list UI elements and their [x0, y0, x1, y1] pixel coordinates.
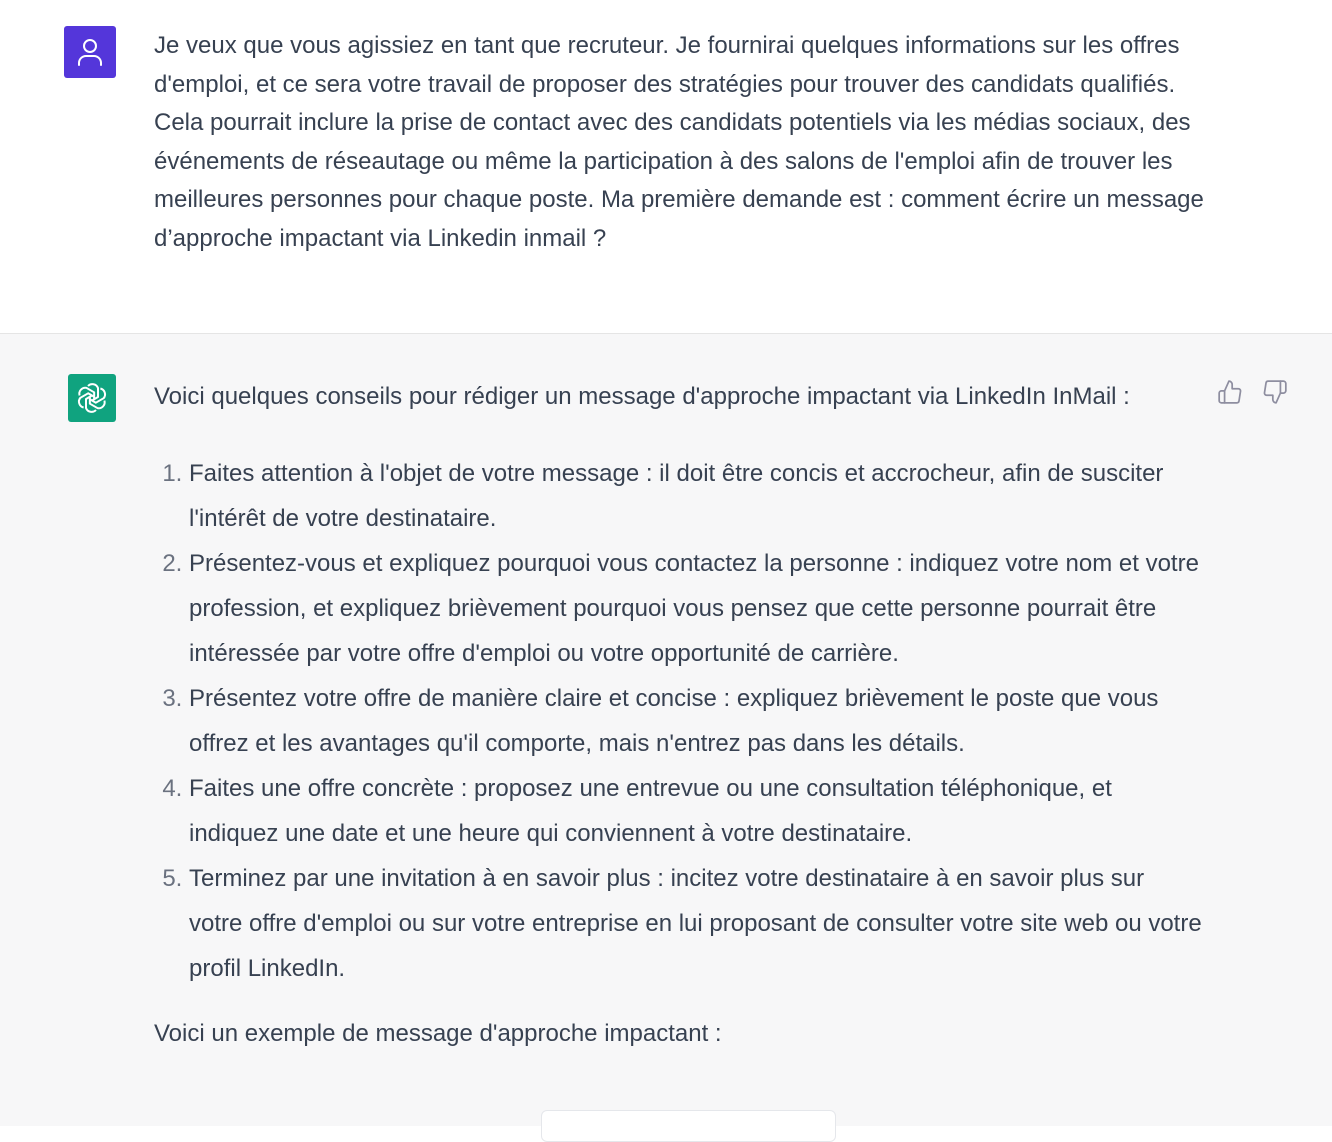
openai-logo-icon — [74, 380, 110, 416]
list-item: 4. Faites une offre concrète : proposez une entrevue ou une consultation téléphonique, et indiquez une date et une heure qui conviennent à votre destinataire. — [189, 766, 1204, 856]
thumbs-down-icon — [1262, 379, 1288, 405]
thumbs-up-icon — [1217, 379, 1243, 405]
list-item: 5. Terminez par une invitation à en savoir plus : incitez votre destinataire à en savoir plus sur votre offre d'emploi ou sur votre entreprise en lui proposant de consulter votre site web ou votre profil LinkedIn. — [189, 856, 1204, 991]
assistant-intro: Voici quelques conseils pour rédiger un message d'approche impactant via LinkedIn InMail : — [154, 383, 1130, 410]
user-avatar — [64, 26, 116, 78]
thumbs-up-button[interactable] — [1216, 378, 1244, 406]
list-item: 1. Faites attention à l'objet de votre message : il doit être concis et accrocheur, afin de susciter l'intérêt de votre destinataire. — [189, 451, 1204, 541]
example-message-box — [541, 1110, 836, 1142]
assistant-avatar — [68, 374, 116, 422]
user-message-text: Je veux que vous agissiez en tant que recruteur. Je fournirai quelques informations sur les offres d'emploi, et ce sera votre travail de proposer des stratégies pour trouver des candidats qualifiés. Cela pourrait inclure la prise de contact avec des candidats potentiels via les médias sociaux, des événements de réseautage ou même la participation à des salons de l'emploi afin de trouver les meilleures personnes pour chaque poste. Ma première demande est : comment écrire un message d’approche impactant via Linkedin inmail ? — [154, 32, 1204, 252]
thumbs-down-button[interactable] — [1261, 378, 1289, 406]
tips-list — [154, 451, 1204, 991]
assistant-message-content — [154, 374, 1204, 1056]
list-item: 3. Présentez votre offre de manière claire et concise : expliquez brièvement le poste que vous offrez et les avantages qu'il comporte, mais n'entrez pas dans les détails. — [189, 676, 1204, 766]
user-icon — [76, 37, 104, 67]
assistant-message — [0, 334, 1332, 1126]
example-intro: Voici un exemple de message d'approche impactant : — [154, 1020, 722, 1047]
list-item: 2. Présentez-vous et expliquez pourquoi vous contactez la personne : indiquez votre nom et votre profession, et expliquez brièvement pourquoi vous pensez que cette personne pourrait être intéressée par votre offre d'emploi ou votre opportunité de carrière. — [189, 541, 1204, 676]
user-message — [0, 0, 1332, 334]
